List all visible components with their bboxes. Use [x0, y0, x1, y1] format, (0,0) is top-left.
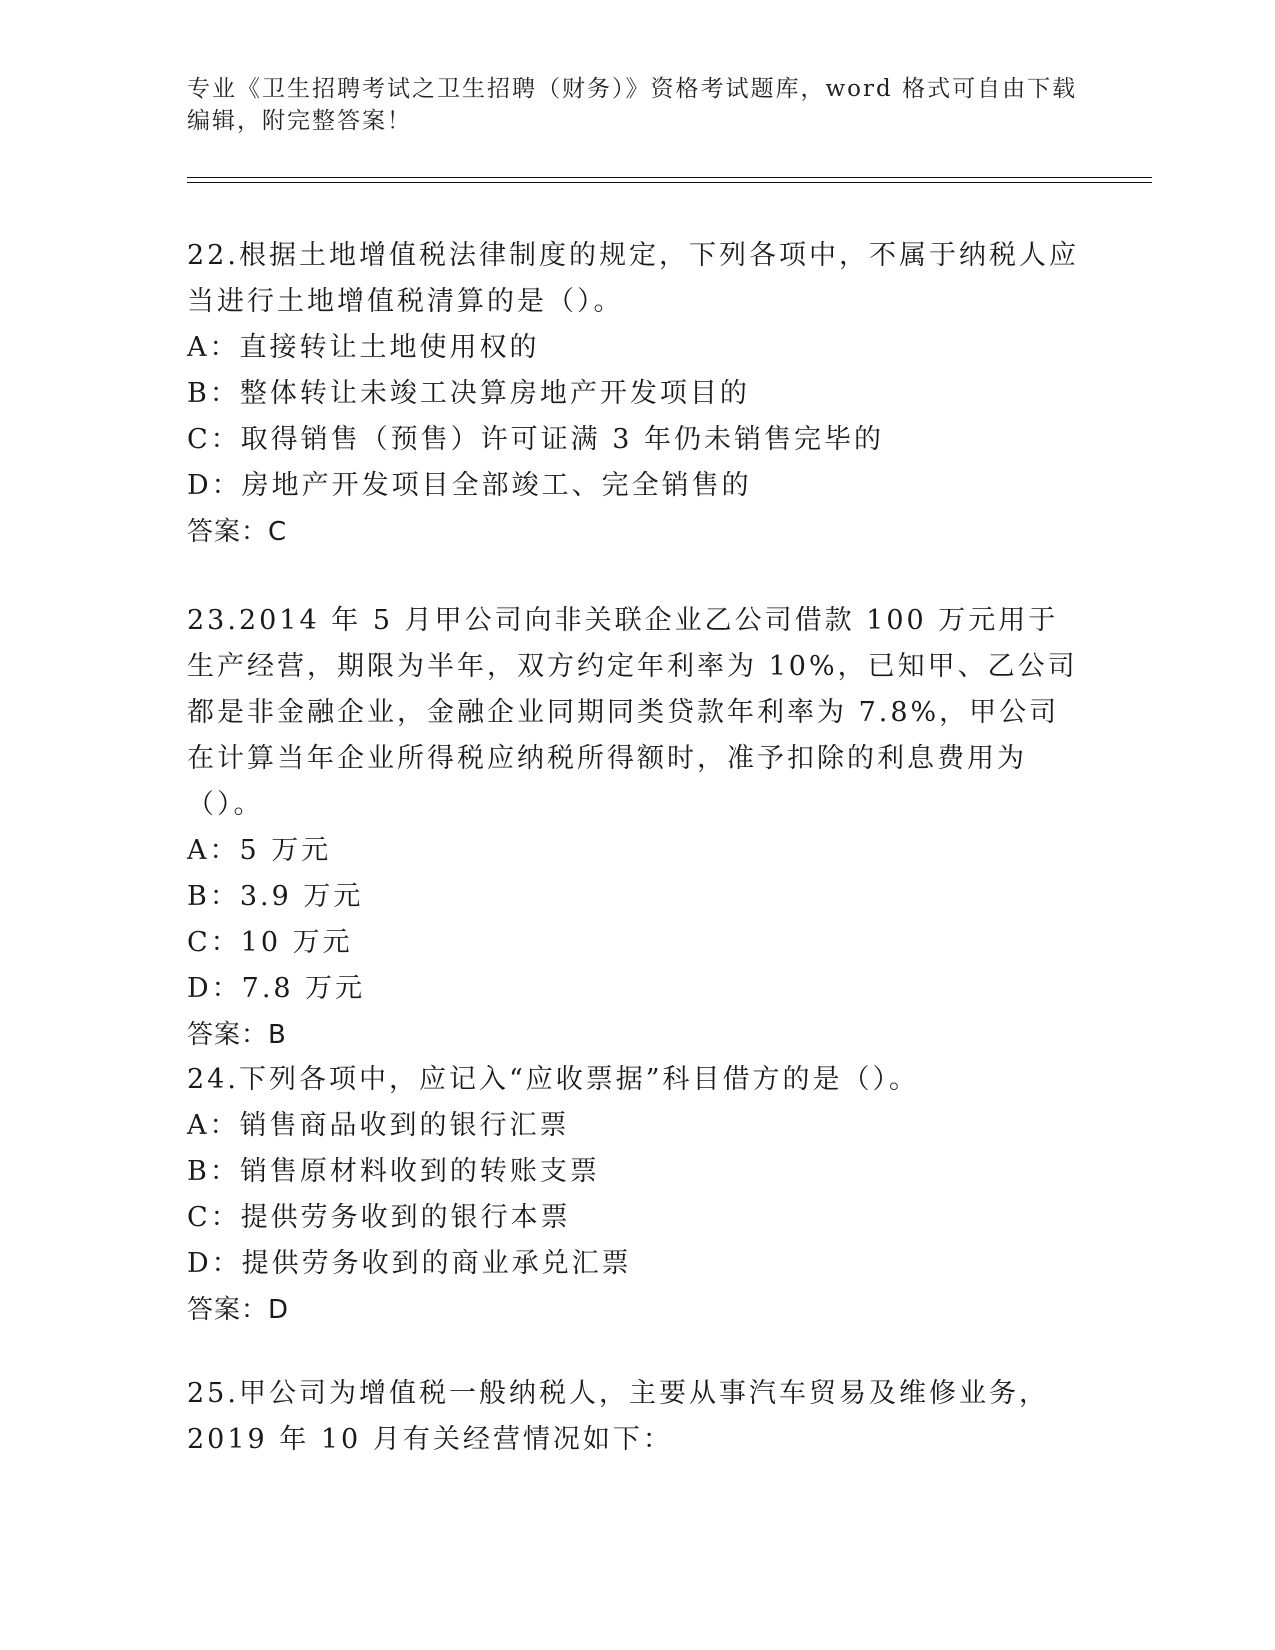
answer: 答案：B: [187, 1020, 287, 1050]
option-b: B：销售原材料收到的转账支票: [187, 1156, 600, 1187]
question-stem: 25.甲公司为增值税一般纳税人，主要从事汽车贸易及维修业务，2019 年 10 月有关经营情况如下：: [187, 1378, 1049, 1455]
document-header: [187, 73, 1087, 137]
question-stem: 23.2014 年 5 月甲公司向非关联企业乙公司借款 100 万元用于生产经营，期限为半年，双方约定年利率为 10%，已知甲、乙公司都是非金融企业，金融企业同期同类贷款年利率为 7.8%，甲公司在计算当年企业所得税应纳税所得额时，准予扣除的利息费用为（）。: [187, 605, 1078, 820]
header-divider-bottom: [187, 182, 1152, 183]
answer: 答案：D: [187, 1295, 290, 1325]
option-c: C：取得销售（预售）许可证满 3 年仍未销售完毕的: [187, 424, 885, 455]
option-c: C：10 万元: [187, 927, 353, 958]
answer: 答案：C: [187, 517, 288, 547]
option-a: A：直接转让土地使用权的: [187, 332, 540, 363]
option-a: A：销售商品收到的银行汇票: [187, 1110, 570, 1141]
option-d: D：7.8 万元: [187, 973, 366, 1004]
question-stem: 22.根据土地增值税法律制度的规定，下列各项中，不属于纳税人应当进行土地增值税清算的是（）。: [187, 240, 1079, 317]
option-d: D：提供劳务收到的商业承兑汇票: [187, 1248, 632, 1279]
option-b: B：整体转让未竣工决算房地产开发项目的: [187, 378, 750, 409]
question-23: [187, 598, 1087, 1058]
option-a: A：5 万元: [187, 835, 332, 866]
question-24: [187, 1057, 1087, 1333]
question-22: [187, 233, 1087, 555]
question-25: [187, 1371, 1087, 1463]
option-d: D：房地产开发项目全部竣工、完全销售的: [187, 470, 752, 501]
header-intro-text: 专业《卫生招聘考试之卫生招聘（财务）》资格考试题库，word 格式可自由下载编辑，附完整答案！: [187, 76, 1078, 134]
header-divider-top: [187, 177, 1152, 178]
option-b: B：3.9 万元: [187, 881, 364, 912]
option-c: C：提供劳务收到的银行本票: [187, 1202, 571, 1233]
question-stem: 24.下列各项中，应记入“应收票据”科目借方的是（）。: [187, 1064, 920, 1095]
